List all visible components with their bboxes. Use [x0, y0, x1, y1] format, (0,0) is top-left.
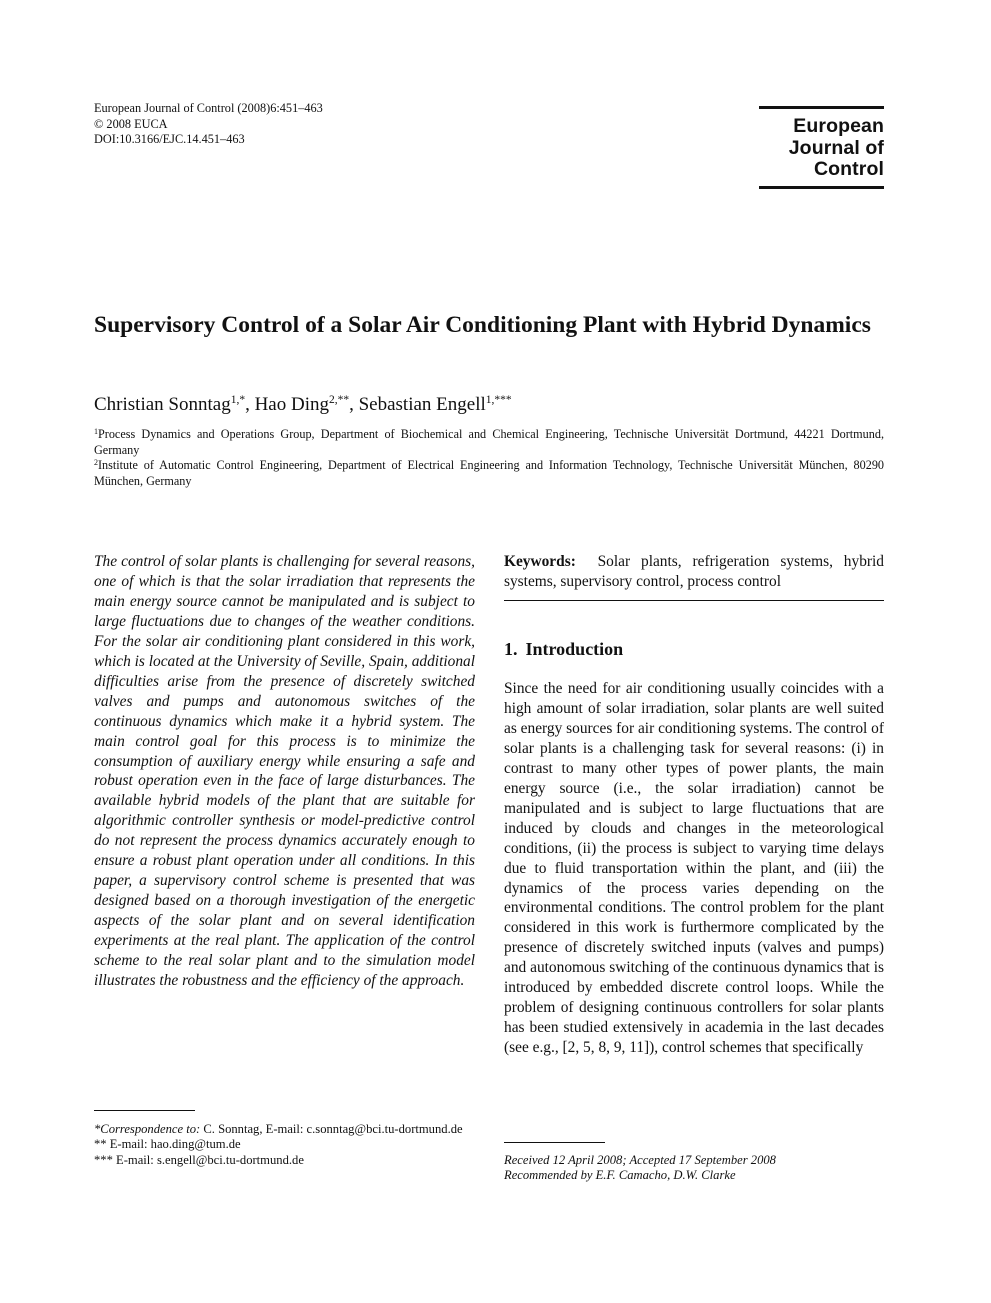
copyright-line: © 2008 EUCA — [94, 116, 168, 131]
journal-logo — [759, 106, 884, 189]
keywords-label: Keywords: — [504, 553, 576, 570]
correspondence-text: C. Sonntag, E-mail: c.sonntag@bci.tu-dortmund.de — [200, 1122, 463, 1136]
section-number: 1. — [504, 639, 518, 659]
affiliation-item — [94, 458, 884, 489]
keywords-divider — [504, 600, 884, 601]
author-name: Sebastian Engell — [358, 394, 486, 415]
logo-text — [759, 109, 884, 186]
section-title: Introduction — [525, 639, 624, 659]
author-mark: 2,** — [328, 394, 350, 406]
logo-line-1: European — [793, 115, 884, 137]
affiliation-mark: 2 — [94, 458, 98, 467]
correspondence-line — [94, 1122, 473, 1137]
affiliations — [94, 427, 884, 489]
correspondence-footnotes — [94, 1122, 473, 1168]
email-line-2: ** E-mail: hao.ding@tum.de — [94, 1137, 241, 1152]
journal-line: European Journal of Control (2008)6:451–463 — [94, 101, 323, 115]
paper-title: Supervisory Control of a Solar Air Conditioning Plant with Hybrid Dynamics — [94, 312, 871, 338]
keywords — [504, 552, 884, 592]
affiliation-item — [94, 427, 884, 458]
logo-line-2: Journal of — [788, 136, 884, 159]
logo-bottom-rule — [759, 186, 884, 189]
author-name: Hao Ding — [254, 394, 329, 415]
author-list: Christian Sonntag$^{1,*}$, Hao Ding$^{2,**}$, Sebastian Engell$^{1,***}$ — [94, 394, 512, 415]
correspondence-label: *Correspondence to: — [94, 1122, 201, 1136]
author-mark: 1,* — [230, 394, 246, 406]
abstract: The control of solar plants is challenging for several reasons, one of which is that the solar irradiation that represents the main energy source cannot be manipulated and is subject to large fluctuations due to changes of the weather conditions. For the solar air conditioning plant considered in this work, which is located at the University of Seville, Spain, additional difficulties arise from the presence of discretely switched valves and pumps and autonomous switches of the continuous dynamics which make it a hybrid system. The main control goal for this process is to minimize the consumption of auxiliary energy while ensuring a safe and robust operation even in the face of large disturbances. The available hybrid models of the plant that are suitable for algorithmic controller synthesis or model-predictive control do not represent the process dynamics accurately enough to ensure a robust plant operation under all conditions. In this paper, a supervisory control scheme is presented that was designed based on a thorough investigation of the energetic aspects of the solar plant and on several identification experiments at the real plant. The application of the control scheme to the real solar plant and to the simulation model illustrates the robustness and the efficiency of the approach. — [94, 553, 475, 990]
keywords-text: Solar plants, refrigeration systems, hybrid systems, supervisory control, process control — [504, 553, 884, 590]
affiliation-mark: 1 — [94, 427, 98, 436]
doi-line: DOI:10.3166/EJC.14.451–463 — [94, 132, 245, 146]
logo-line-3: Control — [813, 158, 884, 180]
affiliation-text: Process Dynamics and Operations Group, Department of Biochemical and Chemical Engineering, Technische Universität Dortmund, 44221 Dortmund, Germany — [94, 427, 884, 457]
affiliation-text: Institute of Automatic Control Engineering, Department of Electrical Engineering and Information Technology, Technische Universität München, 80290 München, Germany — [94, 458, 884, 488]
introduction-text: Since the need for air conditioning usually coincides with a high amount of solar irradiation, solar plants are well suited as energy sources for air conditioning systems. The control of solar plants is a challenging task for several reasons: (i) in contrast to many other types of power plants, the main energy source (i.e., the solar irradiation) cannot be manipulated and is subject to large fluctuations that are induced by clouds and changes in the meteorological conditions, (ii) the process is subject to varying time delays due to fluid transportation within the plant, and (iii) the dynamics of the process varies depending on the environmental conditions. The control problem for the plant considered in this work is furthermore complicated by the presence of discretely switched inputs (valves and pumps) and autonomous switching of the continuous dynamics that is introduced by embedded discrete control loops. While the problem of designing continuous controllers for solar plants has been studied extensively in academia in the last decades (see e.g., [2, 5, 8, 9, 11]), control schemes that specifically — [504, 680, 884, 1057]
footnote-divider — [94, 1110, 195, 1111]
journal-citation — [94, 101, 323, 148]
received-dates: Received 12 April 2008; Accepted 17 September 2008 — [504, 1153, 776, 1167]
email-line-3: *** E-mail: s.engell@bci.tu-dortmund.de — [94, 1152, 304, 1167]
footnote-divider-right — [504, 1142, 605, 1143]
section-heading — [504, 638, 623, 660]
received-info — [504, 1153, 776, 1184]
author-mark: 1,*** — [485, 394, 512, 406]
author-name: Christian Sonntag — [94, 394, 231, 415]
recommended-by: Recommended by E.F. Camacho, D.W. Clarke — [504, 1168, 736, 1183]
